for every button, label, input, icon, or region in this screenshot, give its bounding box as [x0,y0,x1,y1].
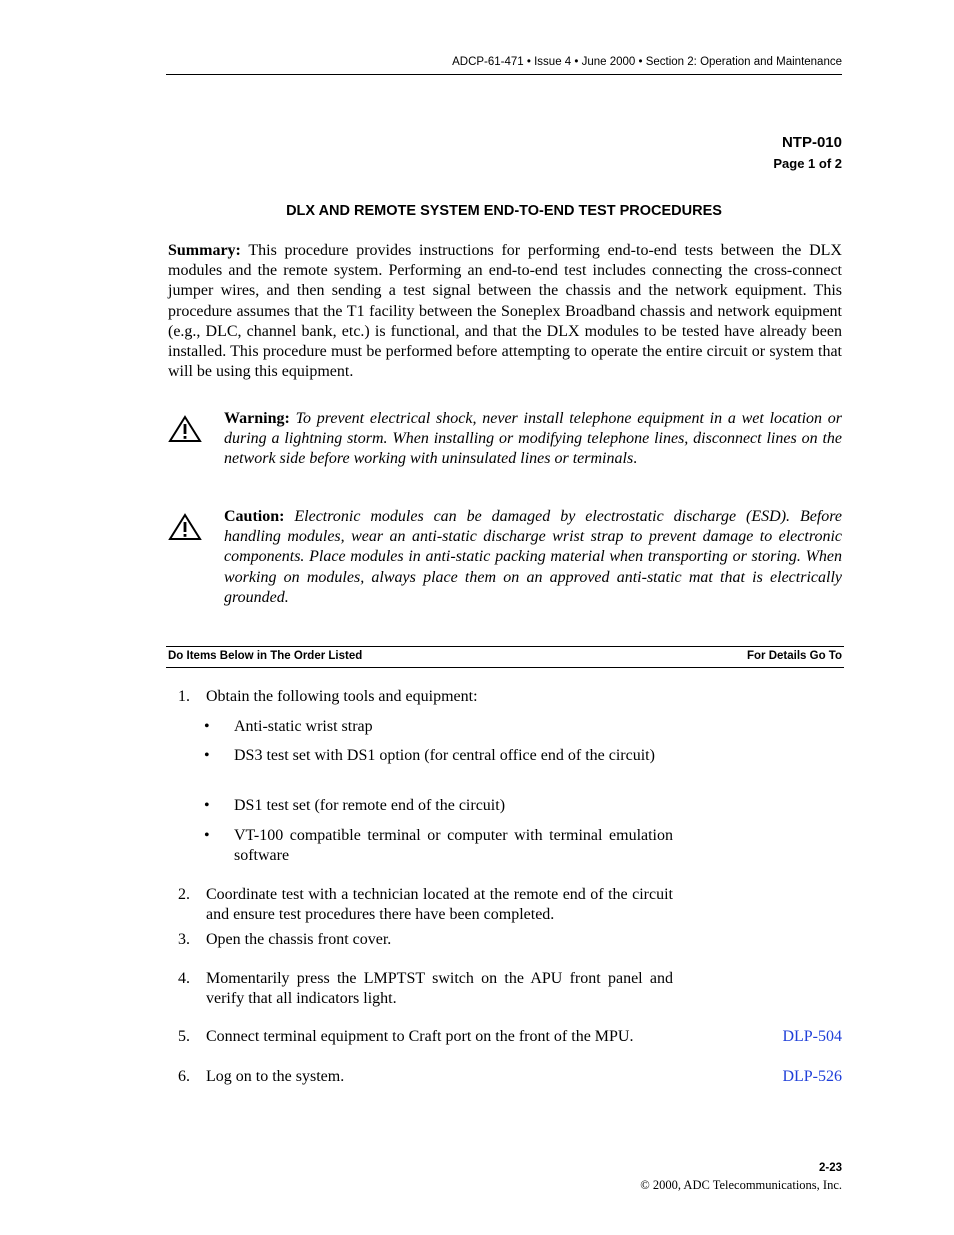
items-header-right: For Details Go To [747,650,842,662]
step-number: 6. [178,1068,190,1085]
tool-text: Anti-static wrist strap [234,718,373,735]
summary-label: Summary: [168,242,241,259]
bullet-mark: • [204,747,210,764]
ntp-page-count: Page 1 of 2 [773,156,842,171]
step-text: Log on to the system. [206,1068,345,1085]
caution-text: Electronic modules can be damaged by electrostatic discharge (ESD). Before handling modules, wear an anti-static discharge wrist strap to prevent damage to electronic components. Place modules in anti-static packing material when transporting or storing. When working on modules, always place them on an approved anti-static mat that is electrically grounded. [224,508,843,606]
bullet-mark: • [204,827,210,844]
page-title: DLX AND REMOTE SYSTEM END-TO-END TEST PROCEDURES [286,203,722,219]
ntp-id: NTP-010 [781,134,842,151]
tool-text: DS1 test set (for remote end of the circuit) [234,797,506,814]
summary-text: This procedure provides instructions for performing end-to-end tests between the DLX modules and the remote system. Performing an end-to-end test includes connecting the cross-connect jumper wires, and then sending a test signal between the chassis and the network equipment. This procedure assumes that the T1 facility between the Soneplex Broadband chassis and network equipment (e.g., DLC, channel bank, etc.) is functional, and that the DLX modules to be tested have already been installed. This procedure must be performed before attempting to operate the entire circuit or system that will be using this equipment. [168,242,842,381]
dlp-504-link[interactable]: DLP-504 [782,1028,842,1045]
step-number: 2. [178,886,190,903]
step-text: Momentarily press the LMPTST switch on the APU front panel and verify that all indicators light. [206,970,673,1008]
tool-text: DS3 test set with DS1 option (for central office end of the circuit) [234,747,655,764]
step-number: 1. [178,688,190,705]
bullet-mark: • [204,797,210,814]
step-number: 4. [178,970,190,987]
items-header-bar [166,646,844,668]
warning-label: Warning: [224,410,290,427]
items-header-left: Do Items Below in The Order Listed [168,650,363,662]
warning-triangle-icon [168,415,202,443]
dlp-526-link[interactable]: DLP-526 [782,1068,842,1085]
page-number: 2-23 [818,1162,842,1174]
step-text: Connect terminal equipment to Craft port on the front of the MPU. [206,1028,634,1045]
step-number: 3. [178,931,190,948]
copyright-notice: © 2000, ADC Telecommunications, Inc. [640,1178,842,1192]
warning-text: To prevent electrical shock, never install telephone equipment in a wet location or during a lightning storm. When installing or modifying telephone lines, disconnect lines on the network side before working with uninsulated lines or terminals [224,410,843,468]
bullet-mark: • [204,718,210,735]
warning-triangle-icon [168,513,202,541]
caution-label: Caution: [224,508,285,525]
tool-text: VT-100 compatible terminal or computer with terminal emulation software [234,827,673,865]
step-number: 5. [178,1028,190,1045]
summary-paragraph [168,241,842,382]
step-text: Coordinate test with a technician located at the remote end of the circuit and ensure test procedures there have been completed. [206,886,673,924]
running-header: ADCP-61-471 • Issue 4 • June 2000 • Section 2: Operation and Maintenance [452,56,842,68]
step-text: Open the chassis front cover. [206,931,392,948]
header-rule [166,74,842,75]
caution-text-block [224,507,842,608]
warning-text-block [224,409,842,470]
step-text: Obtain the following tools and equipment: [206,688,478,705]
warning-end-mark: . [633,450,638,468]
